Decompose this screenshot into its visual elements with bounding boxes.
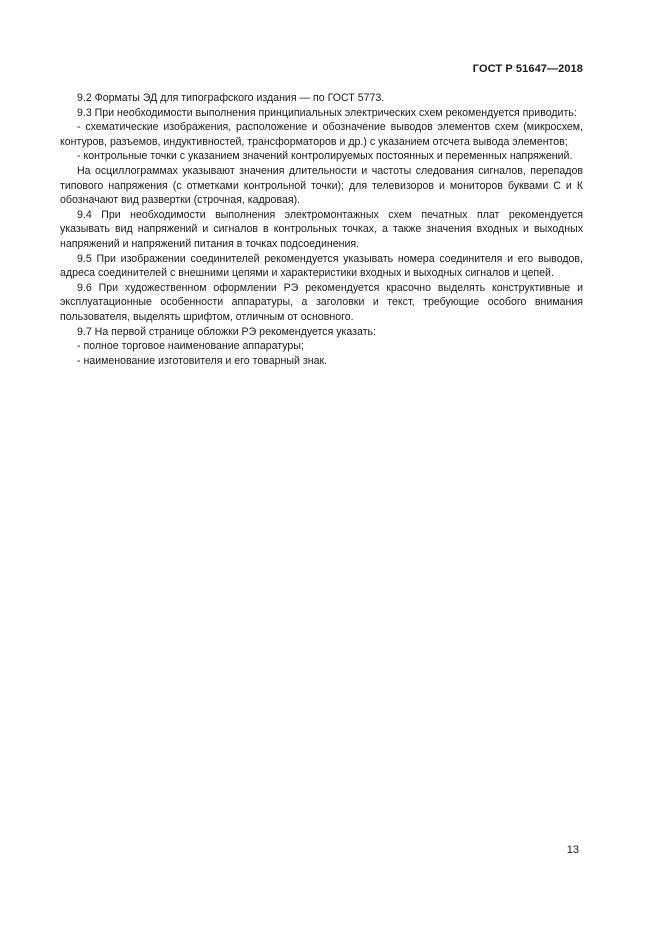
- paragraph-9-4: 9.4 При необходимости выполнения электромонтажных схем печатных плат рекомендуется указывать вид напряжений и сигналов в контрольных точках, а также значения входных и выходных напряжений и напряжений питания в точках подсоединения.: [60, 208, 583, 250]
- standard-header: ГОСТ Р 51647—2018: [472, 63, 583, 75]
- paragraph-9-7: 9.7 На первой странице обложки РЭ рекомендуется указать:: [77, 325, 377, 338]
- list-item-trade-name: - полное торговое наименование аппаратуры;: [77, 340, 304, 353]
- list-item-manufacturer: - наименование изготовителя и его товарный знак.: [77, 354, 328, 367]
- page-number: 13: [566, 844, 579, 856]
- paragraph-9-3: 9.3 При необходимости выполнения принципиальных электрических схем рекомендуется приводить:: [77, 106, 577, 119]
- list-item-control-points: - контрольные точки с указанием значений контролируемых постоянных и переменных напряжений.: [77, 150, 573, 163]
- paragraph-oscillograms: На осциллограммах указывают значения длительности и частоты следования сигналов, перепадов типового напряжения (с отметками контрольной точки); для телевизоров и мониторов буквами С и К обозначают вид развертки (строчная, кадровая).: [60, 164, 583, 207]
- paragraph-9-6: 9.6 При художественном оформлении РЭ рекомендуется красочно выделять конструктивные и эксплуатационные особенности аппаратуры, а заголовки и текст, требующие особого внимания пользователя, выделять шрифтом, отличным от основного.: [60, 281, 583, 323]
- paragraph-9-2: 9.2 Форматы ЭД для типографского издания — по ГОСТ 5773.: [77, 92, 385, 104]
- list-item-schematic-images: - схематические изображения, расположение и обозначение выводов элементов схем (микросхем, контуров, разъемов, индуктивностей, трансформаторов и др.) с указанием отсчета вывода элементов;: [60, 121, 583, 148]
- paragraph-9-5: 9.5 При изображении соединителей рекомендуется указывать номера соединителя и его выводов, адреса соединителей с внешними цепями и характеристики входных и выходных сигналов и цепей.: [60, 252, 583, 280]
- document-body: [60, 91, 583, 368]
